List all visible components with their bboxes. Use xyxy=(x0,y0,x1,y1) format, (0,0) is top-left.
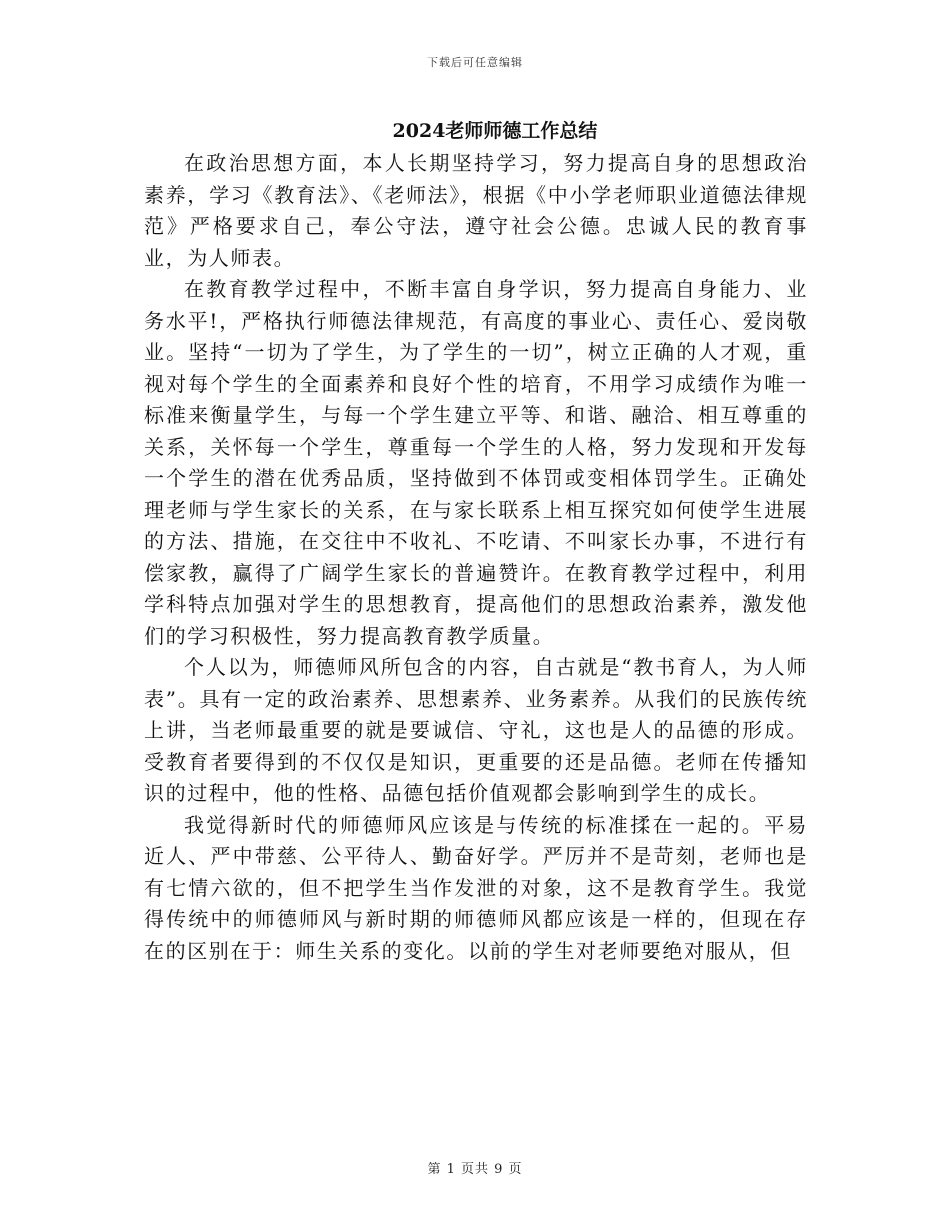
document-title: 2024老师师德工作总结 xyxy=(392,120,598,142)
document-body xyxy=(144,148,808,967)
page-footer: 第 1 页共 9 页 xyxy=(427,1162,523,1177)
paragraph-personal-view: 个人以为，师德师风所包含的内容，自古就是“教书育人，为人师表”。具有一定的政治素养、思想素养、业务素养。从我们的民族传统上讲，当老师最重要的就是要诚信、守礼，这也是人的品德的形成。受教育者要得到的不仅仅是知识，更重要的还是品德。老师在传播知识的过程中，他的性格、品德包括价值观都会影响到学生的成长。 xyxy=(144,655,808,805)
paragraph-new-era-ethics: 我觉得新时代的师德师风应该是与传统的标准揉在一起的。平易近人、严中带慈、公平待人、勤奋好学。严厉并不是苛刻，老师也是有七情六欲的，但不把学生当作发泄的对象，这不是教育学生。我觉得传统中的师德师风与新时期的师德师风都应该是一样的，但现在存在的区别在于：师生关系的变化。以前的学生对老师要绝对服从，但 xyxy=(144,812,808,963)
paragraph-teaching-process: 在教育教学过程中，不断丰富自身学识，努力提高自身能力、业务水平!，严格执行师德法律规范，有高度的事业心、责任心、爱岗敬业。坚持“一切为了学生，为了学生的一切”，树立正确的人才观，重视对每个学生的全面素养和良好个性的培育，不用学习成绩作为唯一标准来衡量学生，与每一个学生建立平等、和谐、融洽、相互尊重的关系，关怀每一个学生，尊重每一个学生的人格，努力发现和开发每一个学生的潜在优秀品质，坚持做到不体罚或变相体罚学生。正确处理老师与学生家长的关系，在与家长联系上相互探究如何使学生进展的方法、措施，在交往中不收礼、不吃请、不叫家长办事，不进行有偿家教，赢得了广阔学生家长的普遍赞许。在教育教学过程中，利用学科特点加强对学生的思想教育，提高他们的思想政治素养，激发他们的学习积极性，努力提高教育教学质量。 xyxy=(144,277,808,648)
header-note: 下载后可任意编辑 xyxy=(427,56,523,69)
paragraph-political-thought: 在政治思想方面，本人长期坚持学习，努力提高自身的思想政治素养，学习《教育法》、《老师法》，根据《中小学老师职业道德法律规范》严格要求自己，奉公守法，遵守社会公德。忠诚人民的教育事业，为人师表。 xyxy=(144,151,808,270)
